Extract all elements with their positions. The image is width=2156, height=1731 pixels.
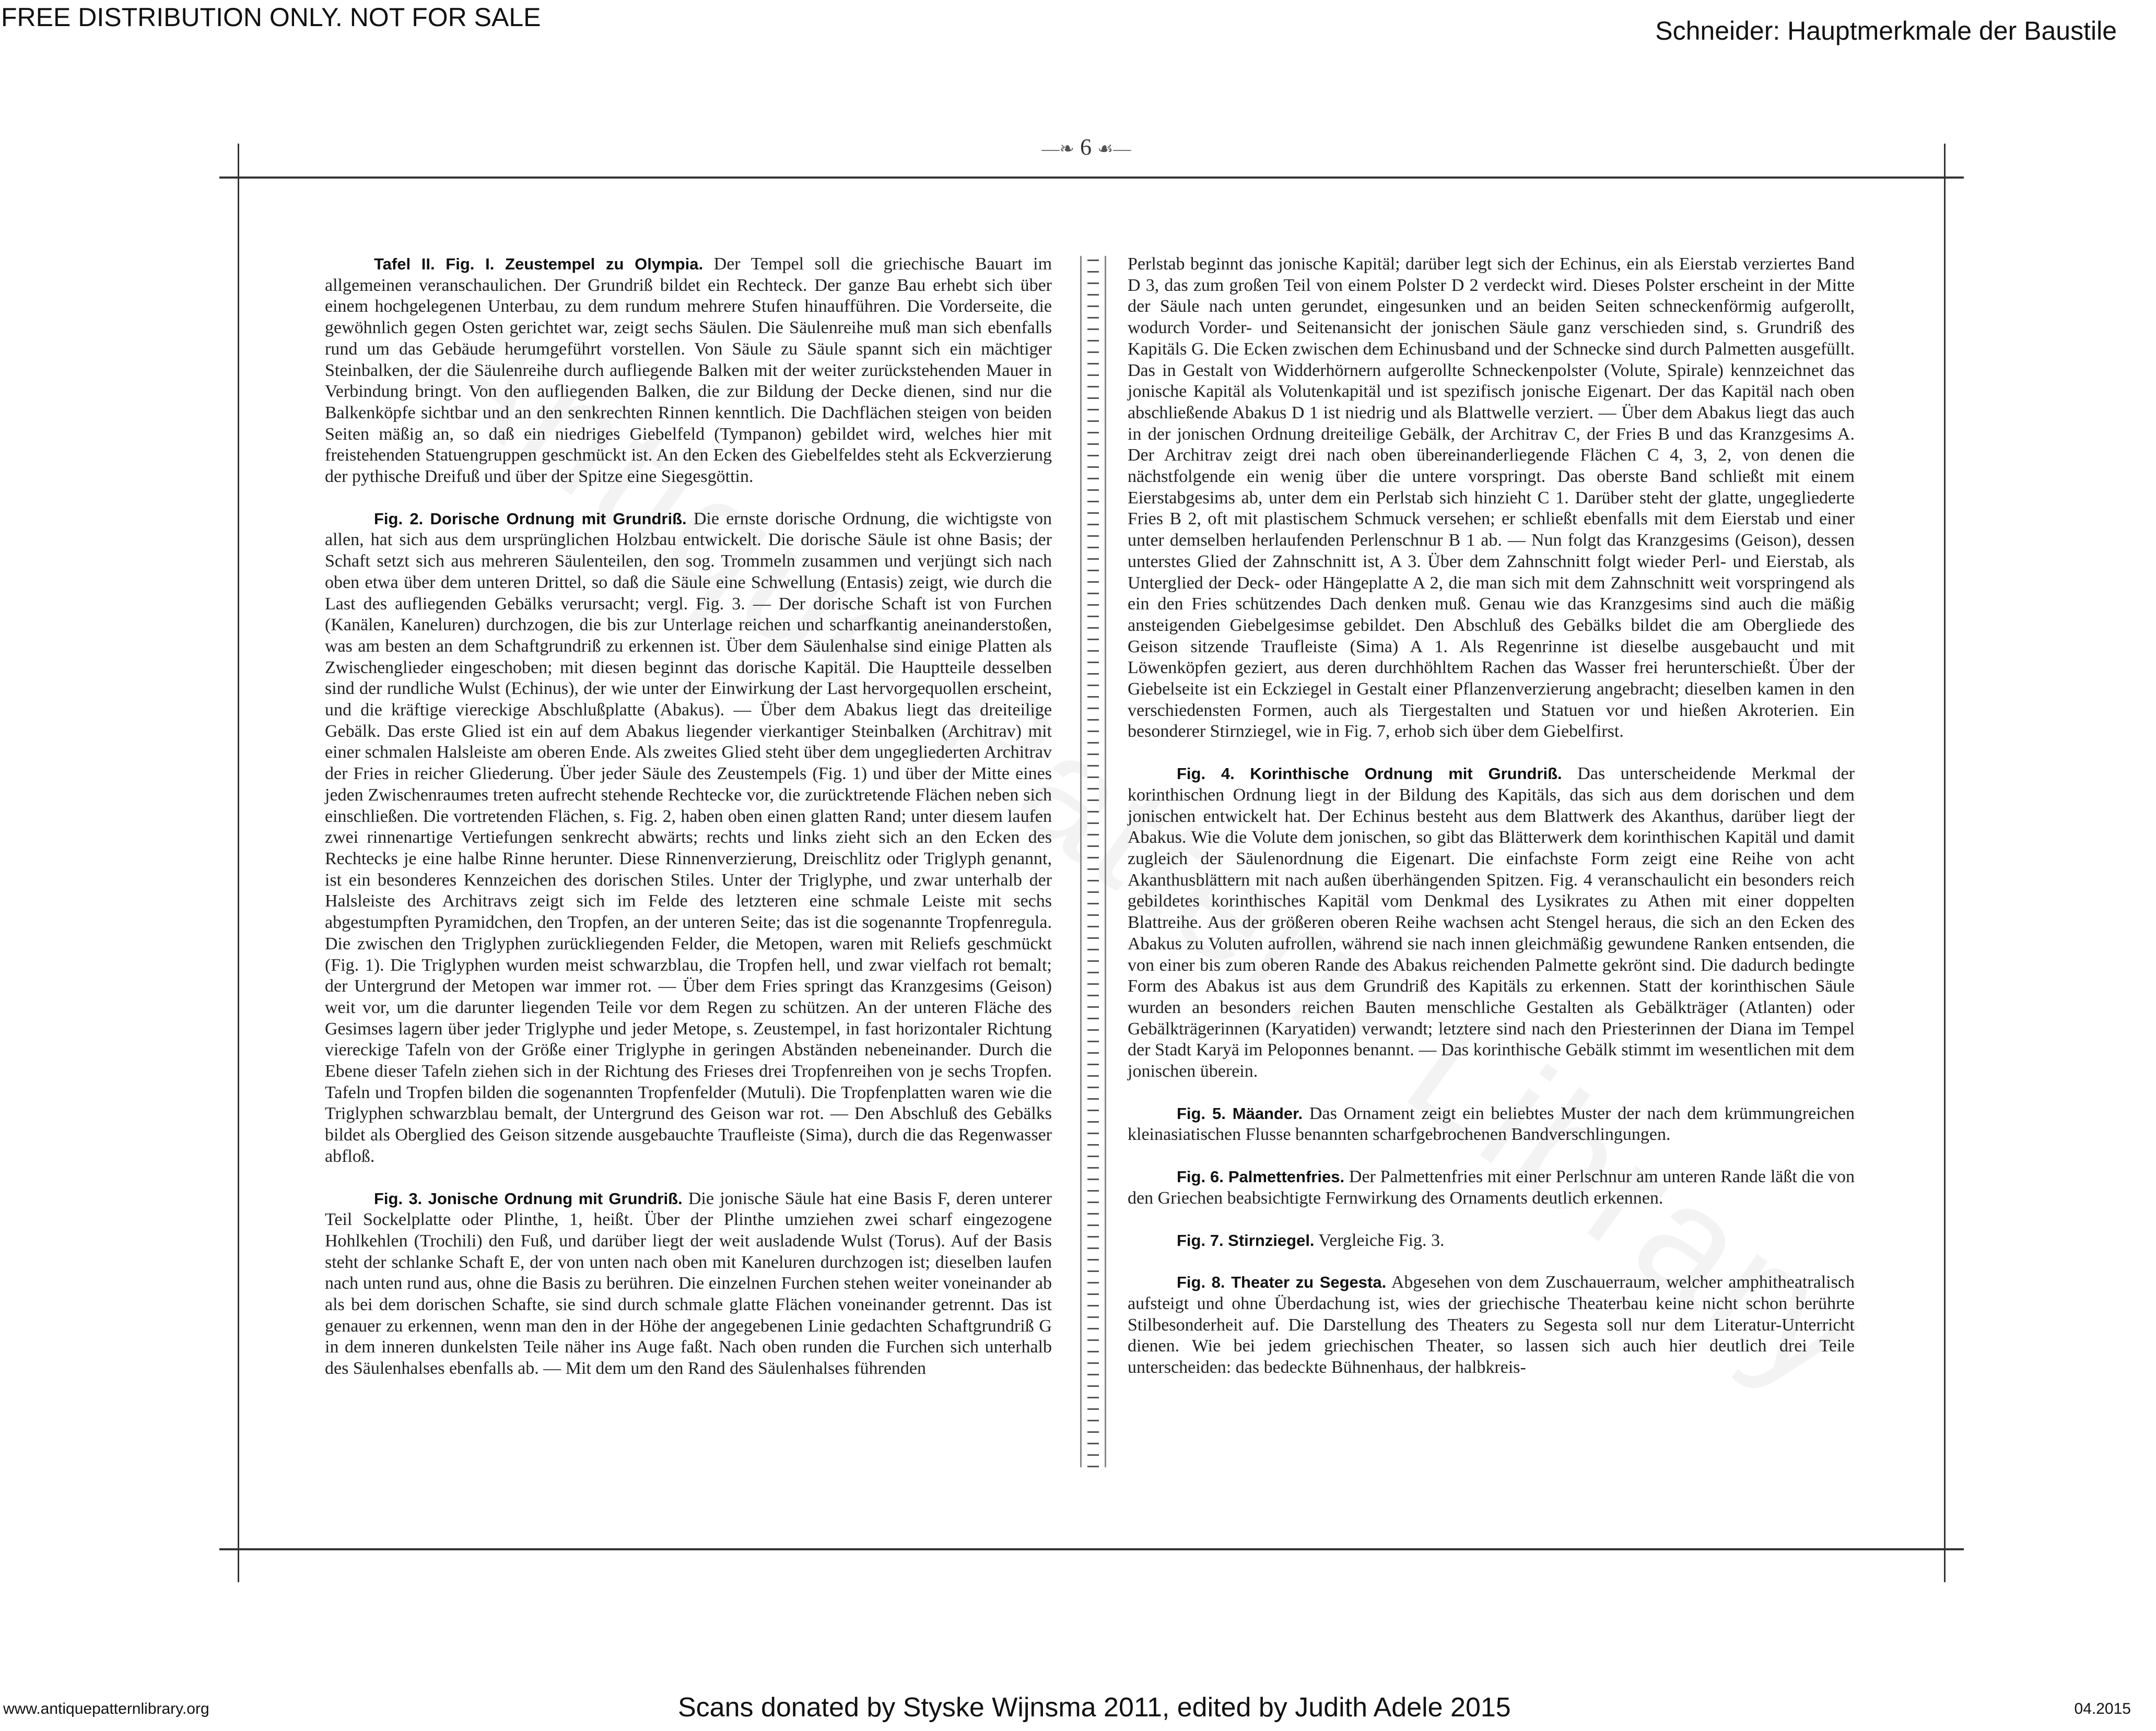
divider-border-left bbox=[1080, 256, 1082, 1467]
frame-bottom-tick-left bbox=[238, 1530, 239, 1582]
text-column-right bbox=[1128, 254, 1855, 1399]
paragraph-fig6 bbox=[1128, 1167, 1855, 1209]
heading-fig3: Fig. 3. Jonische Ordnung mit Grundriß. bbox=[374, 1189, 683, 1208]
paragraph-fig1 bbox=[325, 254, 1052, 488]
body-fig7: Vergleiche Fig. 3. bbox=[1314, 1230, 1445, 1250]
body-fig5: Das Ornament zeigt ein beliebtes Muster der nach dem krümmungreichen kleinasiatischen Flusse benannten scharfgebrochenen Bandverschlingungen. bbox=[1128, 1103, 1855, 1145]
frame-bottom-rule bbox=[219, 1548, 1964, 1550]
header-distribution-notice: FREE DISTRIBUTION ONLY. NOT FOR SALE bbox=[1, 3, 541, 32]
body-fig4: Das unterscheidende Merkmal der korinthischen Ordnung liegt in der Bildung des Kapitäls, das sich aus dem dorischen und dem jonischen entwickelt hat. Der Echinus besteht aus dem Blattwerk des Akanthus, darüber liegt der Abakus. Wie die Volute dem jonischen, so gibt das Blätterwerk dem korinthischen Kapitäl und damit zugleich der Säulenordnung die Eigenart. Die einfachste Form zeigt eine Reihe von acht Akanthusblättern mit nach außen überhängenden Spitzen. Fig. 4 veranschaulicht ein besonders reich gebildetes korinthisches Kapitäl vom Denkmal des Lysikrates zu Athen mit einer doppelten Blattreihe. Aus der größeren oberen Reihe wachsen acht Stengel heraus, die sich an den Ecken des Abakus zu Voluten aufrollen, während sie nach innen gleichmäßig gewundene Ranken entsenden, die von einer bis zum oberen Rande des Abakus reichenden Palmette gekrönt sind. Die dadurch bedingte Form des Abakus ist aus dem Grundriß des Kapitäls zu erkennen. Statt der korinthischen Säule wurden an besonders reichen Bauten menschliche Gestalten als Gebälkträger (Atlanten) oder Gebälkträgerinnen (Karyatiden) verwandt; letztere sind nach den Priesterinnen der Diana im Tempel der Stadt Karyä im Peloponnes benannt. — Das korinthische Gebälk stimmt im wesentlichen mit dem jonischen überein. bbox=[1128, 764, 1855, 1081]
ornament-left: —❧ bbox=[1041, 139, 1074, 159]
body-fig6: Der Palmettenfries mit einer Perlschnur am unteren Rande läßt die von den Griechen beabsichtigte Fernwirkung des Ornaments deutlich erkennen. bbox=[1128, 1167, 1855, 1208]
paragraph-fig2 bbox=[325, 509, 1052, 1168]
paragraph-fig5 bbox=[1128, 1103, 1855, 1146]
header-book-title: Schneider: Hauptmerkmale der Baustile bbox=[1655, 16, 2117, 45]
body-fig2: Die ernste dorische Ordnung, die wichtigste von allen, hat sich aus dem ursprünglichen Holzbau entwickelt. Die dorische Säule ist ohne Basis; der Schaft setzt sich aus mehreren Säulenteilen, den sog. Trommeln zusammen und verjüngt sich nach oben etwa über dem unteren Drittel, so daß die Säule eine Schwellung (Entasis) zeigt, wie durch die Last des aufliegenden Gebälks verursacht; vergl. Fig. 3. — Der dorische Schaft ist von Furchen (Kanälen, Kaneluren) durchzogen, die bis zur Unterlage reichen und scharfkantig aneinanderstoßen, was am besten an dem Schaftgrundriß zu erkennen ist. Über dem Säulenhalse sind einige Platten als Zwischenglieder eingeschoben; mit diesen beginnt das dorische Kapitäl. Die Hauptteile desselben sind der rundliche Wulst (Echinus), der wie unter der Einwirkung der Last hervorgequollen erscheint, und die kräftige viereckige Abschlußplatte (Abakus). — Über dem Abakus liegt das dreiteilige Gebälk. Das erste Glied ist ein auf dem Abakus liegender vierkantiger Steinbalken (Architrav) mit einer schmalen Halsleiste am oberen Ende. Als zweites Glied steht über dem ungegliederten Architrav der Fries in reicher Gliederung. Über jeder Säule des Zeustempels (Fig. 1) und über der Mitte eines jeden Zwischenraumes treten aufrecht stehende Rechtecke vor, die zurücktretende Flächen neben sich einschließen. Die vortretenden Flächen, s. Fig. 2, haben oben einen glatten Rand; unter diesem laufen zwei rinnenartige Vertiefungen senkrecht abwärts; rechts und links zieht sich an den Ecken des Rechtecks je eine halbe Rinne herunter. Diese Rinnenverzierung, Dreischlitz oder Triglyph genannt, ist ein besonderes Kennzeichen des dorischen Stiles. Unter der Triglyphe, und zwar unterhalb der Halsleiste des Architravs zeigt sich im Felde des letzteren eine schmale Leiste mit sechs abgestumpften Pyramidchen, den Tropfen, an der unteren Seite; das ist die sogenannte Tropfenregula. Die zwischen den Triglyphen zurückliegenden Felder, die Metopen, waren mit Reliefs geschmückt (Fig. 1). Die Triglyphen wurden meist schwarzblau, die Tropfen hell, und zwar vielfach rot bemalt; der Untergrund der Metopen war immer rot. — Über dem Fries springt das Kranzgesims (Geison) weit vor, um die darunter liegenden Teile vor dem Regen zu schützen. An der unteren Fläche des Gesimses lagern über jeder Triglyphe und jeder Metope, s. Zeustempel, in fast horizontaler Richtung viereckige Tafeln von der Größe einer Triglyphe in geringen Abständen nebeneinander. Durch die Ebene dieser Tafeln ziehen sich in der Richtung des Frieses drei Tropfenreihen von je sechs Tropfen. Tafeln und Tropfen bilden die sogenannten Tropfenfelder (Mutuli). Die Tropfenplatten waren wie die Triglyphen schwarzblau bemalt, der Untergrund des Geison war rot. — Den Abschluß des Gebälks bildet als Oberglied des Geison sitzende ausgebauchte Traufleiste (Sima), durch die das Regenwasser abfloß. bbox=[325, 509, 1052, 1166]
paragraph-fig3 bbox=[325, 1188, 1052, 1380]
page-number bbox=[1008, 134, 1165, 160]
heading-fig1: Tafel II. Fig. I. Zeustempel zu Olympia. bbox=[374, 255, 704, 273]
ornamental-column-divider bbox=[1087, 256, 1099, 1467]
footer-website: www.antiquepatternlibrary.org bbox=[3, 1700, 209, 1717]
heading-fig5: Fig. 5. Mäander. bbox=[1177, 1104, 1303, 1123]
body-fig1: Der Tempel soll die griechische Bauart im allgemeinen veranschaulichen. Der Grundriß bildet ein Rechteck. Der ganze Bau erhebt sich über einem hochgelegenen Unterbau, zu dem rundum mehrere Stufen hinaufführen. Die Vorderseite, die gewöhnlich gegen Osten gerichtet war, zeigt sechs Säulen. Die Säulenreihe muß man sich ebenfalls rund um das Gebäude herumgeführt vorstellen. Von Säule zu Säule spannt sich ein mächtiger Steinbalken, der die Säulenreihe durch aufliegende Balken mit der weiter zurückstehenden Mauer in Verbindung bringt. Von den aufliegenden Balken, die zur Bildung der Decke dienen, sind nur die Balkenköpfe sichtbar und an den senkrechten Rinnen kenntlich. Die Dachflächen steigen von beiden Seiten mäßig an, so daß ein niedriges Giebelfeld (Tympanon) gebildet wird, welches hier mit freistehenden Statuengruppen geschmückt ist. An den Ecken des Giebelfeldes steht als Eckverzierung der pythische Dreifuß und über der Spitze eine Siegesgöttin. bbox=[325, 254, 1052, 487]
heading-fig7: Fig. 7. Stirnziegel. bbox=[1177, 1231, 1315, 1250]
frame-bottom-tick-right bbox=[1944, 1530, 1946, 1582]
body-fig3: Die jonische Säule hat eine Basis F, deren unterer Teil Sockelplatte oder Plinthe, 1, heißt. Über der Plinthe umziehen zwei scharf eingezogene Hohlkehlen (Trochili) den Fuß, und darüber liegt der weit ausladende Wulst (Torus). Auf der Basis steht der schlanke Schaft E, der von unten nach oben mit Kaneluren durchzogen ist; dieselben laufen nach unten rund aus, ohne die Basis zu berühren. Die einzelnen Furchen stehen weiter voneinander ab als bei dem dorischen Schafte, sie sind durch schmale glatte Flächen voneinander getrennt. Das ist genauer zu erkennen, wenn man den in der Höhe der angegebenen Linie gedachten Schaftgrundriß G in dem inneren dunkelsten Teile näher ins Auge faßt. Nach oben runden die Furchen sich unterhalb des Säulenhalses ebenfalls ab. — Mit dem um den Rand des Säulenhalses führenden bbox=[325, 1188, 1052, 1379]
frame-top-rule bbox=[219, 176, 1964, 179]
divider-border-right bbox=[1105, 256, 1106, 1467]
body-fig8: Abgesehen von dem Zuschauerraum, welcher amphitheatralisch aufsteigt und ohne Überdachung ist, wies der griechische Theaterbau keine nicht schon berührte Stilbesonderheit auf. Die Darstellung des Theaters zu Segesta soll nur dem Literatur-Unterricht dienen. Wie bei jedem griechischen Theater, so lassen sich auch hier deutlich drei Teile unterscheiden: das bedeckte Bühnenhaus, der halbkreis- bbox=[1128, 1273, 1855, 1377]
paragraph-fig8 bbox=[1128, 1272, 1855, 1379]
paragraph-fig7 bbox=[1128, 1230, 1855, 1252]
heading-fig4: Fig. 4. Korinthische Ordnung mit Grundriß. bbox=[1177, 764, 1562, 783]
frame-right-rule bbox=[1944, 176, 1946, 1550]
ornament-right: ☙— bbox=[1097, 139, 1131, 159]
paragraph-fig4 bbox=[1128, 763, 1855, 1082]
heading-fig2: Fig. 2. Dorische Ordnung mit Grundriß. bbox=[374, 509, 687, 528]
page-number-value: 6 bbox=[1080, 134, 1092, 160]
footer-credits: Scans donated by Styske Wijnsma 2011, edited by Judith Adele 2015 bbox=[678, 1692, 1511, 1723]
paragraph-fig3-continued bbox=[1128, 254, 1855, 743]
body-fig3-continued: Perlstab beginnt das jonische Kapitäl; darüber legt sich der Echinus, ein als Eierstab verziertes Band D 3, das zum großen Teil von einem Polster D 2 verdeckt wird. Dieses Polster erscheint in der Mitte der Säule nach unten gerundet, eingesunken und an beiden Seiten schneckenförmig aufgerollt, wodurch Vorder- und Seitenansicht der jonischen Säule ganz verschieden sind, s. Grundriß des Kapitäls G. Die Ecken zwischen dem Echinusband und der Schnecke sind durch Palmetten ausgefüllt. Das in Gestalt von Widderhörnern aufgerollte Schneckenpolster (Volute, Spirale) kennzeichnet das jonische Kapitäl als Volutenkapitäl und ist spezifisch jonische Eigenart. Der das Kapitäl nach oben abschließende Abakus D 1 ist niedrig und als Blattwelle verziert. — Über dem Abakus liegt das auch in der jonischen Ordnung dreiteilige Gebälk, der Architrav C, der Fries B und das Kranzgesims A. Der Architrav zeigt drei nach oben übereinanderliegende Flächen C 4, 3, 2, von denen die nächstfolgende ein wenig über die untere vorspringt. Das oberste Band schließt mit einem Eierstabgesims ab, unter dem ein Perlstab sich hinzieht C 1. Darüber steht der glatte, ungegliederte Fries B 2, oft mit plastischem Schmuck versehen; er schließt ebenfalls mit dem Eierstab und einer unter demselben herlaufenden Perlenschnur B 1 ab. — Nun folgt das Kranzgesims (Geison), dessen unterstes Glied der Zahnschnitt ist, A 3. Über dem Zahnschnitt folgt wieder Perl- und Eierstab, als Unterglied der Deck- oder Hängeplatte A 2, die man sich mit dem Zahnschnitt weit vorspringend als ein den Fries schützendes Dach denken muß. Genau wie das Kranzgesims sind auch die mäßig ansteigenden Giebelgesimse gebildet. Den Abschluß des Gebälks bildet die am Obergliede des Geison sitzende Traufleiste (Sima) A 1. Als Regenrinne ist dieselbe ausgebaucht und mit Löwenköpfen geziert, aus deren durchhöhltem Rachen das Wasser frei herunterschießt. Über der Giebelseite ist ein Eckziegel in Gestalt einer Pflanzenverzierung angebracht; dieselben kamen in den verschiedensten Formen, auch als Tiergestalten und Statuen vor und hießen Akroterien. Ein besonderer Stirnziegel, wie in Fig. 7, erhob sich über dem Giebelfirst. bbox=[1128, 254, 1855, 741]
footer-date: 04.2015 bbox=[2074, 1700, 2131, 1717]
heading-fig6: Fig. 6. Palmettenfries. bbox=[1177, 1168, 1345, 1186]
text-column-left bbox=[325, 254, 1052, 1400]
frame-left-rule bbox=[238, 176, 239, 1550]
heading-fig8: Fig. 8. Theater zu Segesta. bbox=[1177, 1273, 1387, 1292]
